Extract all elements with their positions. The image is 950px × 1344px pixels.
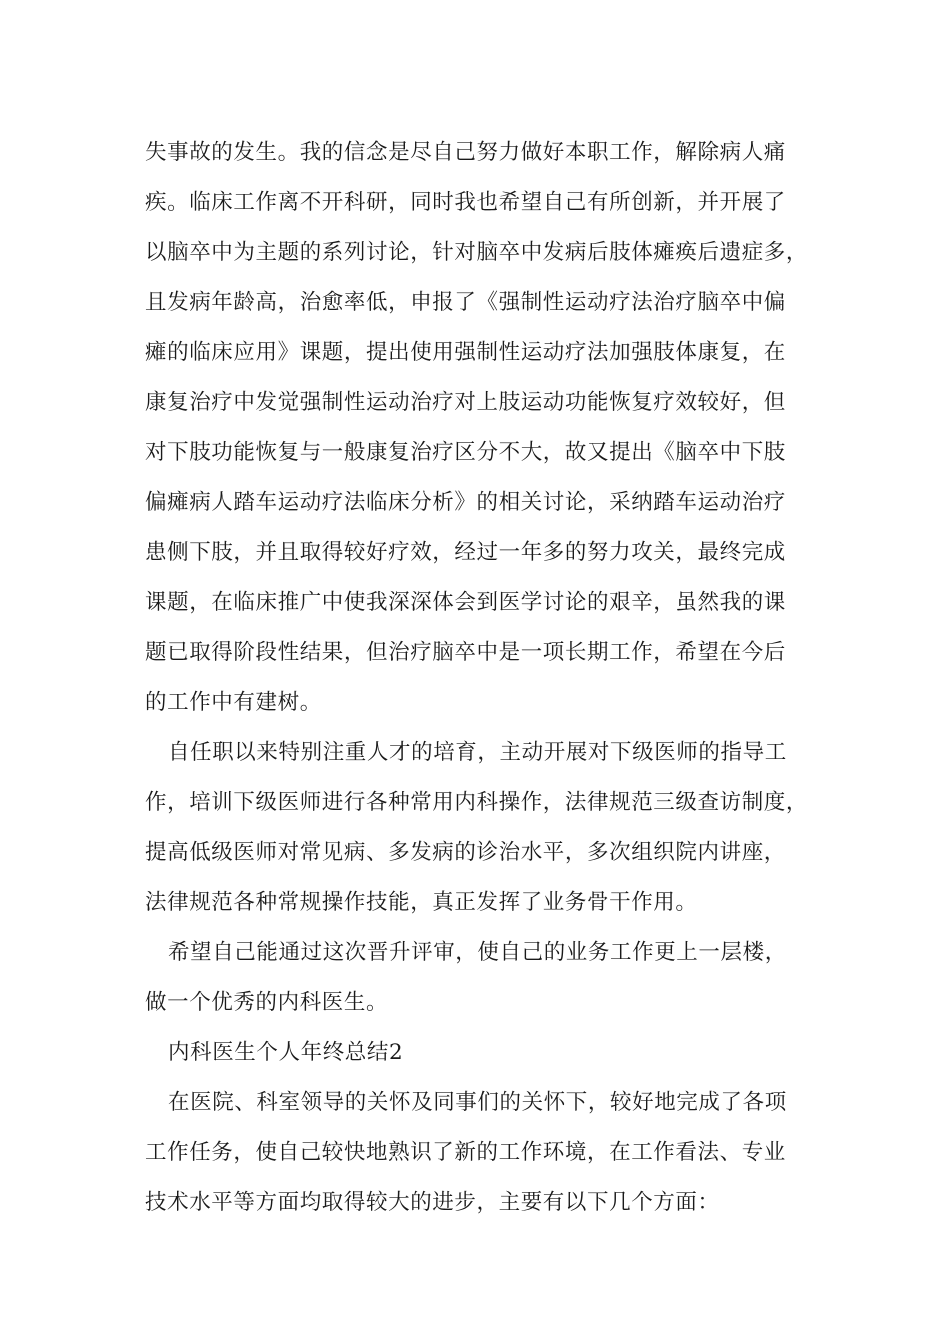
- text-line: 失事故的发生。我的信念是尽自己努力做好本职工作，解除病人痛: [145, 140, 786, 165]
- text-line: 以脑卒中为主题的系列讨论，针对脑卒中发病后肢体瘫痪后遗症多，: [145, 240, 809, 265]
- text-line: 工作任务，使自己较快地熟识了新的工作环境，在工作看法、专业: [145, 1140, 786, 1165]
- text-line: 技术水平等方面均取得较大的进步，主要有以下几个方面：: [145, 1190, 720, 1215]
- paragraph-start-line: 在医院、科室领导的关怀及同事们的关怀下，较好地完成了各项: [168, 1090, 787, 1115]
- section-heading: 内科医生个人年终总结2: [168, 1040, 404, 1065]
- text-line: 康复治疗中发觉强制性运动治疗对上肢运动功能恢复疗效较好，但: [145, 390, 786, 415]
- text-line: 提高低级医师对常见病、多发病的诊治水平，多次组织院内讲座，: [145, 840, 786, 865]
- text-line: 课题，在临床推广中使我深深体会到医学讨论的艰辛，虽然我的课: [145, 590, 786, 615]
- paragraph-start-line: 自任职以来特别注重人才的培育，主动开展对下级医师的指导工: [168, 740, 787, 765]
- text-line: 偏瘫病人踏车运动疗法临床分析》的相关讨论，采纳踏车运动治疗: [145, 490, 786, 515]
- paragraph-start-line: 希望自己能通过这次晋升评审，使自己的业务工作更上一层楼，: [168, 940, 787, 965]
- text-line: 作，培训下级医师进行各种常用内科操作，法律规范三级查访制度，: [145, 790, 809, 815]
- text-line: 且发病年龄高，治愈率低，申报了《强制性运动疗法治疗脑卒中偏: [145, 290, 786, 315]
- text-line: 患侧下肢，并且取得较好疗效，经过一年多的努力攻关，最终完成: [145, 540, 786, 565]
- text-line: 瘫的临床应用》课题，提出使用强制性运动疗法加强肢体康复，在: [145, 340, 786, 365]
- text-line: 的工作中有建树。: [145, 690, 322, 715]
- text-line: 疾。临床工作离不开科研，同时我也希望自己有所创新，并开展了: [145, 190, 786, 215]
- text-line: 对下肢功能恢复与一般康复治疗区分不大，故又提出《脑卒中下肢: [145, 440, 786, 465]
- text-line: 法律规范各种常规操作技能，真正发挥了业务骨干作用。: [145, 890, 698, 915]
- text-line: 做一个优秀的内科医生。: [145, 990, 389, 1015]
- text-line: 题已取得阶段性结果，但治疗脑卒中是一项长期工作，希望在今后: [145, 640, 786, 665]
